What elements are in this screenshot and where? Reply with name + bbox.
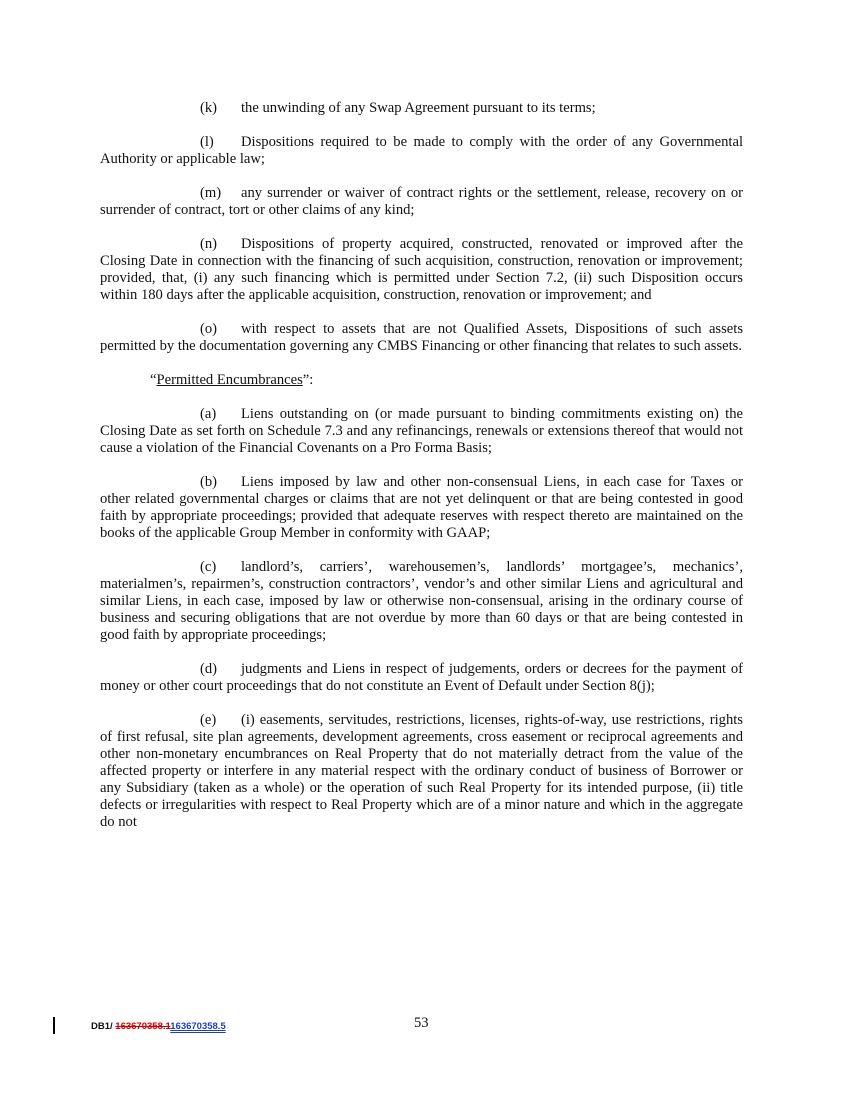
clause-marker: (e): [200, 712, 217, 728]
clause-text: Dispositions required to be made to comply with the order of any Governmental Authority or applicable law;: [100, 134, 743, 167]
clause-marker: (o): [200, 321, 218, 337]
clause-text: any surrender or waiver of contract rights or the settlement, release, recovery on or surrender of contract, tort or other claims of any kind;: [100, 185, 743, 218]
document-body: [100, 100, 743, 848]
clause-marker: (c): [200, 559, 217, 575]
doc-id-prefix: DB1/: [91, 1021, 116, 1032]
open-quote: “: [150, 372, 157, 388]
clause-text: Dispositions of property acquired, constructed, renovated or improved after the Closing Date in connection with the financing of such acquisition, construction, renovation or improvement; provided, that, (i) any such financing which is permitted under Section 7.2, (ii) such Disposition occurs within 180 days after the applicable acquisition, construction, renovation or improvement; and: [100, 236, 743, 303]
clause-marker: (l): [200, 134, 214, 150]
clause-o: [100, 321, 743, 355]
clause-text: Liens outstanding on (or made pursuant to binding commitments existing on) the Closing Date as set forth on Schedule 7.3 and any refinancings, renewals or extensions thereof that would not cause a violation of the Financial Covenants on a Pro Forma Basis;: [100, 406, 743, 456]
clause-marker: (n): [200, 236, 218, 252]
clause-marker: (d): [200, 661, 218, 677]
clause-marker: (m): [200, 185, 222, 201]
definition-heading: [100, 372, 743, 389]
clause-n: [100, 236, 743, 304]
encumbrance-c: [100, 559, 743, 644]
revision-change-bar: [53, 1017, 55, 1034]
clause-l: [100, 134, 743, 168]
clause-text: with respect to assets that are not Qualified Assets, Dispositions of such assets permitted by the documentation governing any CMBS Financing or other financing that relates to such assets.: [100, 321, 743, 354]
clause-text: the unwinding of any Swap Agreement pursuant to its terms;: [241, 100, 596, 116]
doc-id-deleted: 163670358.1: [115, 1021, 171, 1032]
encumbrance-e: [100, 712, 743, 831]
clause-marker: (k): [200, 100, 218, 116]
clause-text: landlord’s, carriers’, warehousemen’s, landlords’ mortgagee’s, mechanics’, materialmen’s, repairmen’s, construction contractors’, vendor’s and other similar Liens and agricultural and similar Liens, in each case, imposed by law or otherwise non-consensual, arising in the ordinary course of business and securing obligations that are not overdue by more than 60 days or that are being contested in good faith by appropriate proceedings;: [100, 559, 743, 643]
page-number: 53: [414, 1015, 429, 1031]
encumbrance-d: [100, 661, 743, 695]
document-id: [91, 1021, 226, 1032]
clause-marker: (a): [200, 406, 217, 422]
clause-marker: (b): [200, 474, 218, 490]
clause-k: [100, 100, 743, 117]
close-quote: ”:: [302, 372, 314, 388]
clause-m: [100, 185, 743, 219]
doc-id-inserted: 163670358.5: [170, 1021, 226, 1032]
clause-text: judgments and Liens in respect of judgements, orders or decrees for the payment of money or other court proceedings that do not constitute an Event of Default under Section 8(j);: [100, 661, 743, 694]
clause-text: Liens imposed by law and other non-consensual Liens, in each case for Taxes or other related governmental charges or claims that are not yet delinquent or that are being contested in good faith by appropriate proceedings; provided that adequate reserves with respect thereto are maintained on the books of the applicable Group Member in conformity with GAAP;: [100, 474, 743, 541]
defined-term: Permitted Encumbrances: [156, 372, 303, 388]
encumbrance-b: [100, 474, 743, 542]
clause-text: (i) easements, servitudes, restrictions, licenses, rights-of-way, use restrictions, rights of first refusal, site plan agreements, development agreements, cross easement or reciprocal agreements and other non-monetary encumbrances on Real Property that do not materially detract from the value of the affected property or interfere in any material respect with the ordinary conduct of business of Borrower or any Subsidiary (taken as a whole) or the operation of such Real Property for its intended purpose, (ii) title defects or irregularities with respect to Real Property which are of a minor nature and which in the aggregate do not: [100, 712, 743, 830]
encumbrance-a: [100, 406, 743, 457]
